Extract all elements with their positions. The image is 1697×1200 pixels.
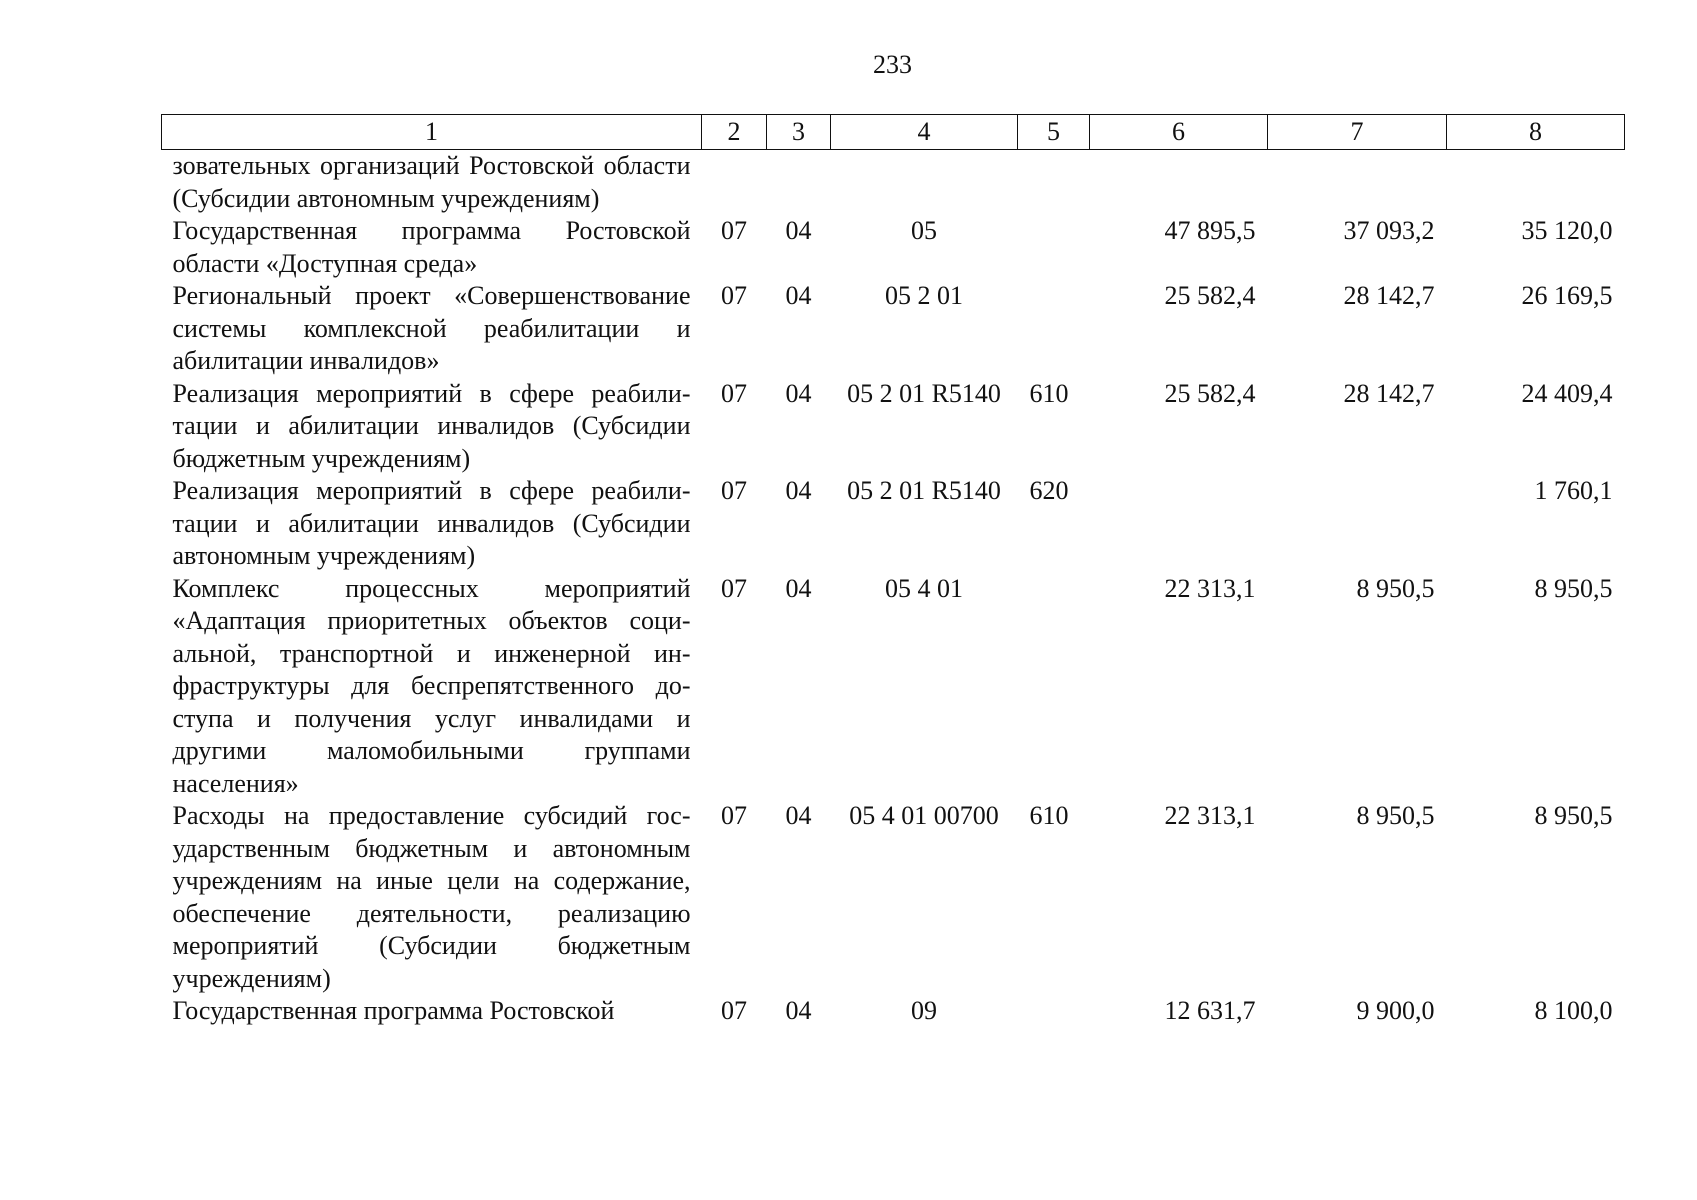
row-target-article: 05 4 01 (885, 573, 963, 603)
row-target-article: 05 (911, 216, 937, 245)
row-amount-col7 (1268, 150, 1447, 216)
row-name: Государственная программа Ростовской области «Доступная среда» (172, 216, 691, 278)
table-row (162, 215, 1625, 280)
row-target-article (831, 150, 1018, 216)
row-name: Государственная программа Ростовской (172, 996, 615, 1025)
row-amount-col8: 8 100,0 (1534, 996, 1613, 1025)
row-target-article: 05 2 01 R5140 (847, 378, 1001, 408)
table-row (162, 475, 1625, 573)
row-amount-col7: 9 900,0 (1356, 996, 1435, 1025)
table-row (162, 150, 1625, 216)
column-header-2: 2 (702, 115, 767, 150)
row-name: Реализация мероприятий в сфере реабилитации и абилитации инвалидов (Субсидии автономным учреждениям) (172, 476, 691, 570)
row-amount-col8: 26 169,5 (1521, 281, 1613, 310)
column-header-1: 1 (162, 115, 702, 150)
row-amount-col8: 8 950,5 (1534, 801, 1613, 830)
row-subsection: 04 (785, 281, 812, 310)
row-target-article: 05 2 01 (885, 281, 963, 310)
row-target-article: 09 (911, 996, 937, 1025)
row-amount-col8 (1447, 150, 1625, 216)
table-row (162, 573, 1625, 801)
row-section: 07 (721, 281, 747, 310)
column-header-7: 7 (1268, 115, 1447, 150)
row-subsection: 04 (785, 476, 812, 505)
column-header-3: 3 (767, 115, 831, 150)
row-expense-type (1018, 150, 1090, 216)
column-header-4: 4 (831, 115, 1018, 150)
column-header-5: 5 (1018, 115, 1090, 150)
table-row (162, 378, 1625, 476)
row-expense-type (1018, 215, 1090, 280)
row-amount-col7 (1268, 475, 1447, 573)
row-amount-col7: 8 950,5 (1356, 573, 1435, 603)
row-name: Комплекс процессных мероприятий «Адаптация приоритетных объектов социальной, транспортной и инженерной инфраструктуры для беспрепятственного доступа и получения услуг инвалидами и другими маломобильными группами населения» (172, 573, 691, 798)
row-amount-col8: 1 760,1 (1534, 476, 1613, 505)
budget-table (161, 114, 1625, 1028)
column-header-8: 8 (1447, 115, 1625, 150)
row-expense-type: 620 (1029, 476, 1069, 505)
table-header (162, 115, 1625, 150)
table-row (162, 995, 1625, 1028)
row-amount-col6 (1090, 150, 1268, 216)
row-amount-col6: 25 582,4 (1164, 378, 1256, 408)
row-amount-col8: 8 950,5 (1534, 573, 1613, 603)
row-subsection: 04 (785, 996, 812, 1025)
row-subsection: 04 (785, 216, 812, 245)
table-row (162, 280, 1625, 378)
column-header-6: 6 (1090, 115, 1268, 150)
row-amount-col7: 37 093,2 (1343, 216, 1435, 245)
table-row (162, 800, 1625, 995)
row-subsection (767, 150, 831, 216)
row-target-article: 05 4 01 00700 (849, 801, 999, 830)
row-expense-type: 610 (1029, 378, 1069, 408)
row-amount-col6: 47 895,5 (1164, 216, 1256, 245)
row-section: 07 (721, 216, 747, 245)
row-section: 07 (721, 378, 747, 408)
header-row (162, 115, 1625, 150)
row-name: зовательных организаций Ростовской области (Субсидии автономным учреждениям) (172, 151, 691, 213)
row-amount-col7: 8 950,5 (1356, 801, 1435, 830)
row-amount-col6: 22 313,1 (1164, 573, 1256, 603)
row-section: 07 (721, 476, 747, 505)
row-amount-col7: 28 142,7 (1343, 281, 1435, 310)
row-expense-type: 610 (1029, 801, 1069, 830)
row-target-article: 05 2 01 R5140 (847, 476, 1001, 505)
row-subsection: 04 (785, 378, 812, 408)
row-amount-col8: 24 409,4 (1521, 378, 1613, 408)
row-section (702, 150, 767, 216)
row-expense-type (1018, 280, 1090, 378)
row-amount-col6: 25 582,4 (1164, 281, 1256, 310)
row-subsection: 04 (785, 573, 812, 603)
table-body (162, 150, 1625, 1028)
row-section: 07 (721, 996, 747, 1025)
row-amount-col6: 12 631,7 (1164, 996, 1256, 1025)
row-expense-type (1018, 573, 1090, 801)
row-amount-col7: 28 142,7 (1343, 378, 1435, 408)
row-name: Региональный проект «Совершенствование системы комплексной реабилитации и абилитации инвалидов» (172, 281, 691, 375)
row-section: 07 (721, 573, 747, 603)
row-name: Реализация мероприятий в сфере реабилитации и абилитации инвалидов (Субсидии бюджетным учреждениям) (172, 378, 691, 473)
row-expense-type (1018, 995, 1090, 1028)
row-amount-col8: 35 120,0 (1521, 216, 1613, 245)
row-subsection: 04 (785, 801, 812, 830)
row-amount-col6: 22 313,1 (1164, 801, 1256, 830)
row-amount-col6 (1090, 475, 1268, 573)
page-number: 233 (873, 50, 912, 79)
row-section: 07 (721, 801, 747, 830)
row-name: Расходы на предоставление субсидий государственным бюджетным и автономным учреждениям на иные цели на содержание, обеспечение деятельности, реализацию мероприятий (Субсидии бюджетным учреждениям) (172, 801, 691, 993)
